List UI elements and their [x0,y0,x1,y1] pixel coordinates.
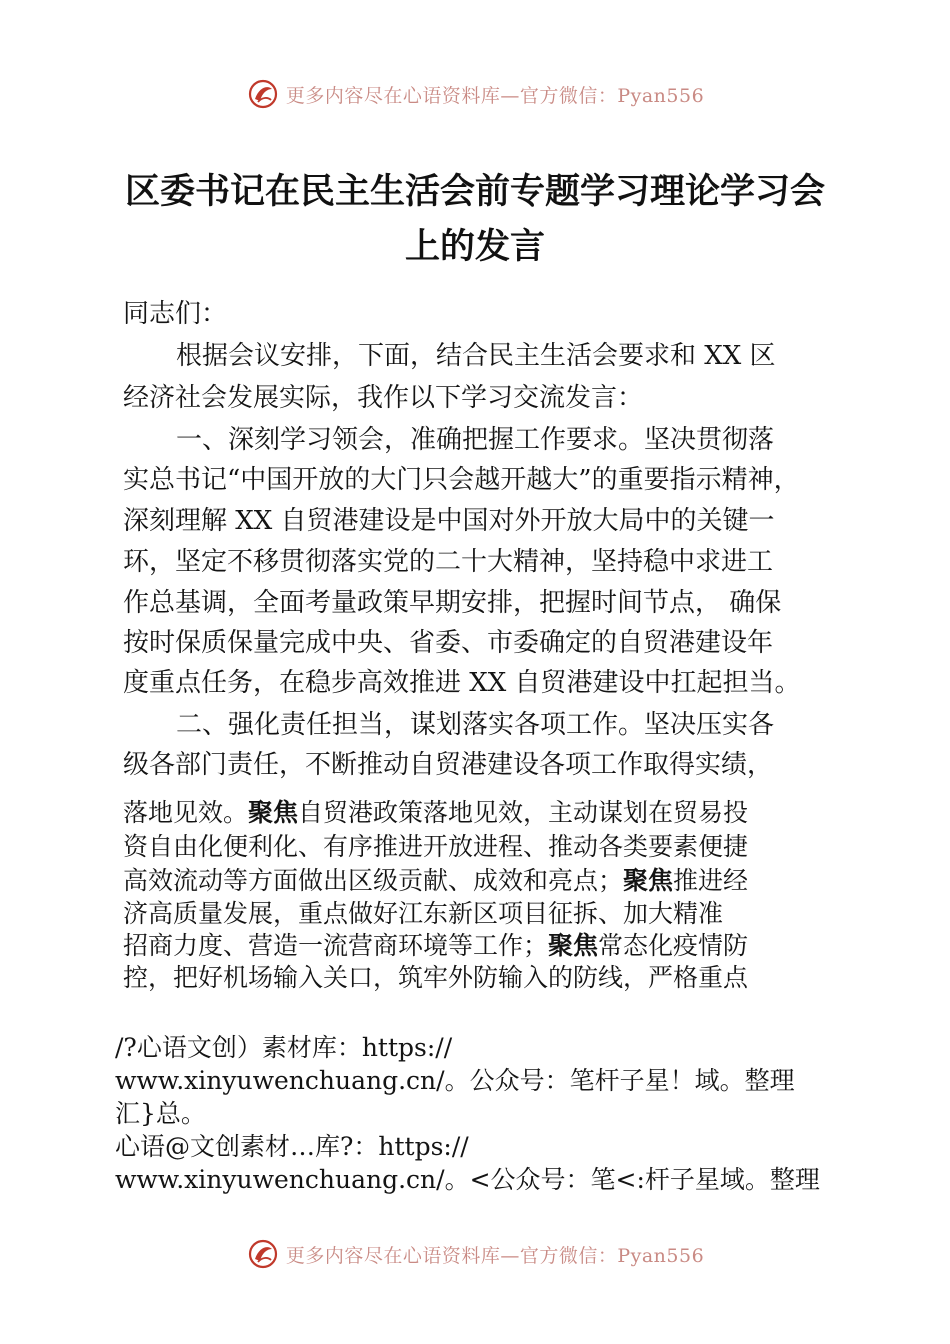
red-swirl-logo-icon [246,1237,280,1271]
focus-keyword: 聚焦 [248,798,299,827]
footer-note: /?心语文创）素材库：https:// [115,1033,453,1062]
paragraph-line: 作总基调，全面考量政策早期安排，把握时间节点， 确保 [123,588,782,618]
footer-note: 汇}总。 [115,1099,206,1128]
salutation: 同志们： [123,299,228,329]
paragraph-line [123,863,748,899]
text-run: 高效流动等方面做出区级贡献、成效和亮点； [123,866,624,895]
banner-text: 更多内容尽在心语资料库—官方微信：Pyan556 [285,1244,705,1267]
paragraph-line: 济高质量发展，重点做好江东新区项目征拆、加大精准 [123,899,724,928]
document-title [100,165,850,275]
text-run: 推进经 [673,866,749,895]
paragraph-line: 实总书记“中国开放的大门只会越开越大”的重要指示精神， [123,465,800,495]
paragraph-line: 根据会议安排，下面，结合民主生活会要求和 XX 区 [176,341,776,371]
paragraph-line: 级各部门责任，不断推动自贸港建设各项工作取得实绩， [123,750,774,780]
paragraph-line [123,795,748,831]
paragraph-line: 经济社会发展实际，我作以下学习交流发言： [123,383,644,413]
banner-text: 更多内容尽在心语资料库—官方微信：Pyan556 [285,84,705,107]
footer-note: www.xinyuwenchuang.cn/。公众号：笔杆子星！域。整理 [115,1066,795,1095]
title-line-2: 上的发言 [404,227,545,267]
text-run: 落地见效。 [123,798,249,827]
red-swirl-logo-icon [246,77,280,111]
paragraph-line: 深刻理解 XX 自贸港建设是中国对外开放大局中的关键一 [123,506,775,536]
focus-keyword: 聚焦 [623,866,674,895]
footer-note: www.xinyuwenchuang.cn/。<公众号：笔<:杆子星域。整理 [115,1165,820,1194]
text-run: 常态化疫情防 [598,931,749,960]
paragraph-line: 一、深刻学习领会，准确把握工作要求。坚决贯彻落 [176,425,775,455]
footer-banner [0,1232,950,1276]
paragraph-line: 度重点任务，在稳步高效推进 XX 自贸港建设中扛起担当。 [123,668,801,698]
paragraph-line: 按时保质保量完成中央、省委、市委确定的自贸港建设年 [123,628,774,658]
focus-keyword: 聚焦 [548,931,599,960]
paragraph-line: 控，把好机场输入关口，筑牢外防输入的防线，严格重点 [123,963,749,992]
paragraph-line: 二、强化责任担当，谋划落实各项工作。坚决压实各 [176,710,775,740]
paragraph-line: 资自由化便利化、有序推进开放进程、推动各类要素便捷 [123,832,749,861]
header-banner [0,72,950,116]
paragraph-line [123,928,748,964]
footer-note: 心语@文创素材…库?：https:// [115,1132,469,1161]
paragraph-line: 环，坚定不移贯彻落实党的二十大精神，坚持稳中求进工 [123,547,774,577]
text-run: 招商力度、营造一流营商环境等工作； [123,931,549,960]
text-run: 自贸港政策落地见效，主动谋划在贸易投 [298,798,749,827]
title-line-1: 区委书记在民主生活会前专题学习理论学习会 [124,172,825,212]
